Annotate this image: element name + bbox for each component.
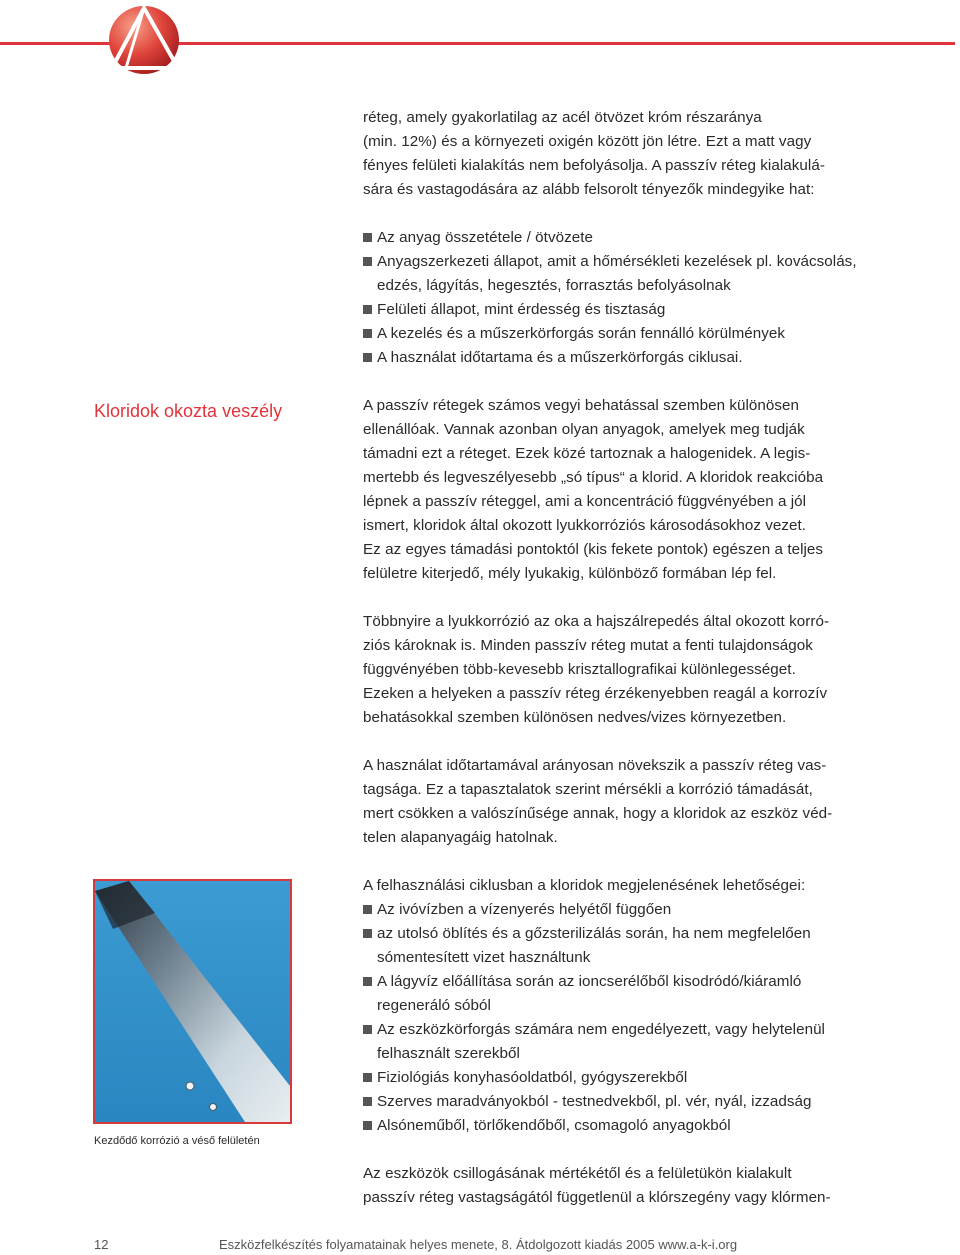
factors-list <box>363 226 863 370</box>
closing-paragraph: Az eszközök csillogásának mértékétől és a felületükön kialakult passzív réteg vastagságától függetlenül a klórszegény vagy klórmen- <box>363 1165 831 1206</box>
chloride-paragraph: A passzív rétegek számos vegyi behatással szemben különösen ellenállóak. Vannak azonban olyan anyagok, amelyek meg tudják támadni ezt a réteget. Ezek közé tartoznak a halogenidek. A legis- mertebb és legveszélyesebb „só típus“ a klorid. A kloridok reakcióba lépnek a passzív réteggel, ami a koncentráció függvényében a jól ismert, kloridok által okozott lyukkorróziós károsodásokhoz vezet. Ez az egyes támadási pontoktól (kis fekete pontok) egészen a teljes felületre kiterjedő, mély lyukakig, különböző formában lép fel. <box>363 397 824 582</box>
list-item: Anyagszerkezeti állapot, amit a hőmérsékleti kezelések pl. kovácsolás, edzés, lágyítás, hegesztés, forrasztás befolyásolnak <box>363 250 863 298</box>
list-item: A lágyvíz előállítása során az ioncserélőből kisodródó/kiáramló regeneráló sóból <box>363 970 863 1018</box>
list-item: Az ivóvízben a vízenyerés helyétől függően <box>363 898 863 922</box>
crevice-paragraph: Többnyire a lyukkorrózió az oka a hajszálrepedés által okozott korró- ziós károknak is. Minden passzív réteg mutat a fenti tulajdonságok függvényében több-kevesebb krisztallografikai különlegességet. Ezeken a helyeken a passzív réteg érzékenyebben reagál a korrozív behatásokkal szemben különösen nedves/vizes környezetben. <box>363 613 830 726</box>
main-column <box>363 106 863 1210</box>
list-item: az utolsó öblítés és a gőzsterilizálás során, ha nem megfelelően sómentesített vizet használtunk <box>363 922 863 970</box>
footer-text: Eszközfelkészítés folyamatainak helyes menete, 8. Átdolgozott kiadás 2005 www.a-k-i.org <box>219 1237 738 1252</box>
intro-paragraph: réteg, amely gyakorlatilag az acél ötvözet króm részaránya (min. 12%) és a környezeti oxigén között jön létre. Ezt a matt vagy fényes felületi kialakítás nem befolyásolja. A passzív réteg kialakulá- sára és vastagodására az alább felsorolt tényezők mindegyike hat: <box>363 109 825 198</box>
list-item: Fiziológiás konyhasóoldatból, gyógyszerekből <box>363 1066 863 1090</box>
photo-caption: Kezdődő korrózió a véső felületén <box>94 1135 260 1147</box>
header-rule-right <box>178 42 955 45</box>
sources-list <box>363 898 863 1138</box>
section-heading: Kloridok okozta veszély <box>94 401 283 421</box>
header-rule-left <box>0 42 112 45</box>
list-item: Alsóneműből, törlőkendőből, csomagoló anyagokból <box>363 1114 863 1138</box>
logo-icon <box>104 2 182 76</box>
thickness-paragraph: A használat időtartamával arányosan növekszik a passzív réteg vas- tagsága. Ez a tapasztalatok szerint mérsékli a korrózió támadását, mert csökken a valószínűsége annak, hogy a kloridok az eszköz véd- telen alapanyagáig hatolnak. <box>363 757 833 846</box>
list-item: Szerves maradványokból - testnedvekből, pl. vér, nyál, izzadság <box>363 1090 863 1114</box>
instrument-corrosion-photo-icon <box>93 879 292 1124</box>
list-item: A használat időtartama és a műszerkörforgás ciklusai. <box>363 346 863 370</box>
page-number: 12 <box>94 1237 109 1252</box>
list-item: Felületi állapot, mint érdesség és tisztaság <box>363 298 863 322</box>
list-item: Az eszközkörforgás számára nem engedélyezett, vagy helytelenül felhasznált szerekből <box>363 1018 863 1066</box>
list-item: A kezelés és a műszerkörforgás során fennálló körülmények <box>363 322 863 346</box>
list-item: Az anyag összetétele / ötvözete <box>363 226 863 250</box>
sources-intro: A felhasználási ciklusban a kloridok megjelenésének lehetőségei: <box>363 877 806 894</box>
